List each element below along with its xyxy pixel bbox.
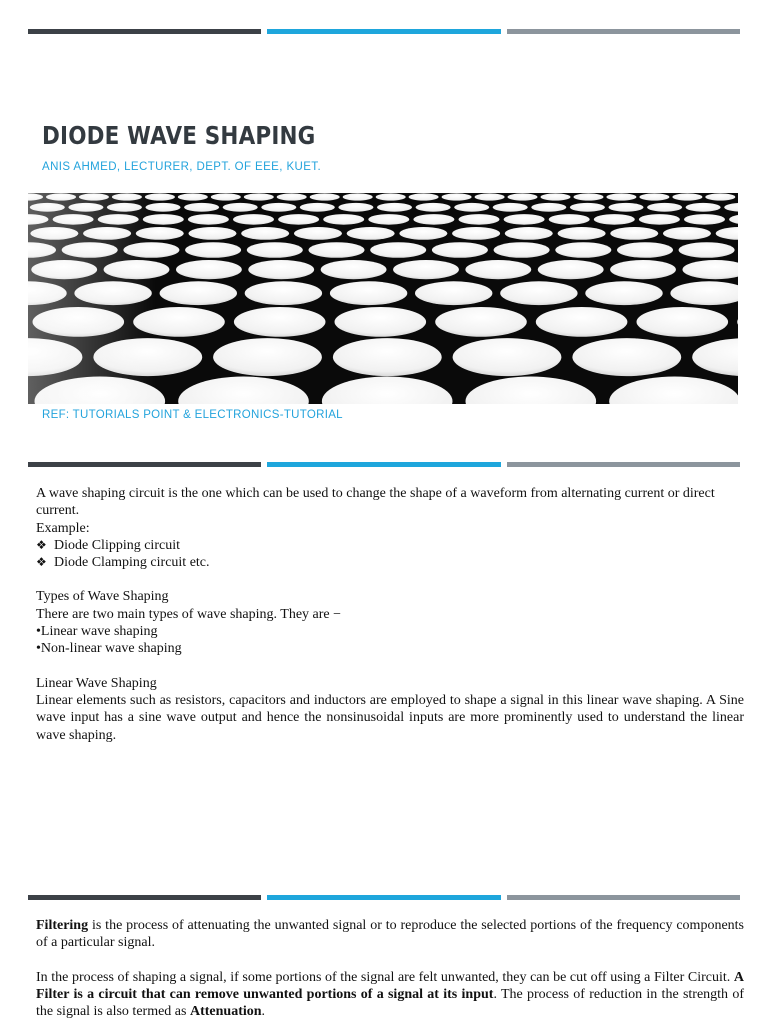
- filter-text: . The process of reduction in the strength of the signal is also termed as: [36, 986, 744, 1020]
- list-item: •Linear wave shaping: [36, 624, 158, 640]
- slide2-content: [36, 485, 744, 744]
- divider-segment-dark: [28, 29, 261, 34]
- divider-segment-blue: [267, 895, 500, 900]
- types-intro: There are two main types of wave shaping. They are −: [36, 606, 342, 622]
- section-divider-2: [28, 462, 740, 467]
- divider-segment-blue: [267, 462, 500, 467]
- divider-segment-blue: [267, 29, 500, 34]
- intro-paragraph: A wave shaping circuit is the one which can be used to change the shape of a waveform from alternating current or direct current.: [36, 486, 715, 519]
- linear-heading: Linear Wave Shaping: [36, 675, 157, 691]
- slide-title: DIODE WAVE SHAPING: [42, 121, 316, 150]
- top-divider: [28, 29, 740, 34]
- types-heading: Types of Wave Shaping: [36, 589, 169, 605]
- filtering-definition: is the process of attenuating the unwanted signal or to reproduce the selected portions of the frequency components of a particular signal.: [36, 918, 744, 951]
- hero-image: [28, 193, 738, 404]
- attenuation-term: Attenuation: [189, 1004, 262, 1020]
- divider-segment-gray: [507, 462, 740, 467]
- divider-segment-gray: [507, 895, 740, 900]
- list-item: •Non-linear wave shaping: [36, 641, 182, 657]
- list-item-text: Diode Clamping circuit etc.: [54, 555, 210, 571]
- list-item: [36, 537, 744, 554]
- filter-text: In the process of shaping a signal, if some portions of the signal are felt unwanted, they can be cut off using a Filter Circuit.: [36, 969, 734, 985]
- slide3-content: [36, 917, 744, 1020]
- diamond-bullet-icon: ❖: [36, 555, 47, 570]
- list-item: [36, 554, 744, 571]
- example-label: Example:: [36, 520, 90, 536]
- filtering-term: Filtering: [36, 918, 89, 933]
- filter-paragraph: [36, 969, 744, 1021]
- list-item-text: Diode Clipping circuit: [54, 537, 180, 553]
- divider-segment-gray: [507, 29, 740, 34]
- divider-segment-dark: [28, 462, 261, 467]
- linear-paragraph: Linear elements such as resistors, capacitors and inductors are employed to shape a signal in this linear wave shaping. A Sine wave input has a sine wave output and hence the nonsinusoidal inputs are more prominently used to understand the linear wave shaping.: [36, 692, 744, 743]
- filter-definition: A Filter is a circuit that can remove unwanted portions of a signal at its input: [36, 969, 744, 1002]
- filter-text: .: [261, 1004, 266, 1020]
- reference-note: REF: TUTORIALS POINT & ELECTRONICS-TUTORIAL: [42, 409, 343, 421]
- section-divider-3: [28, 895, 740, 900]
- filtering-paragraph: [36, 917, 744, 952]
- slide-subtitle: ANIS AHMED, LECTURER, DEPT. OF EEE, KUET.: [42, 161, 322, 173]
- disc-pattern-image: [28, 193, 738, 404]
- diamond-bullet-icon: ❖: [36, 537, 47, 552]
- divider-segment-dark: [28, 895, 261, 900]
